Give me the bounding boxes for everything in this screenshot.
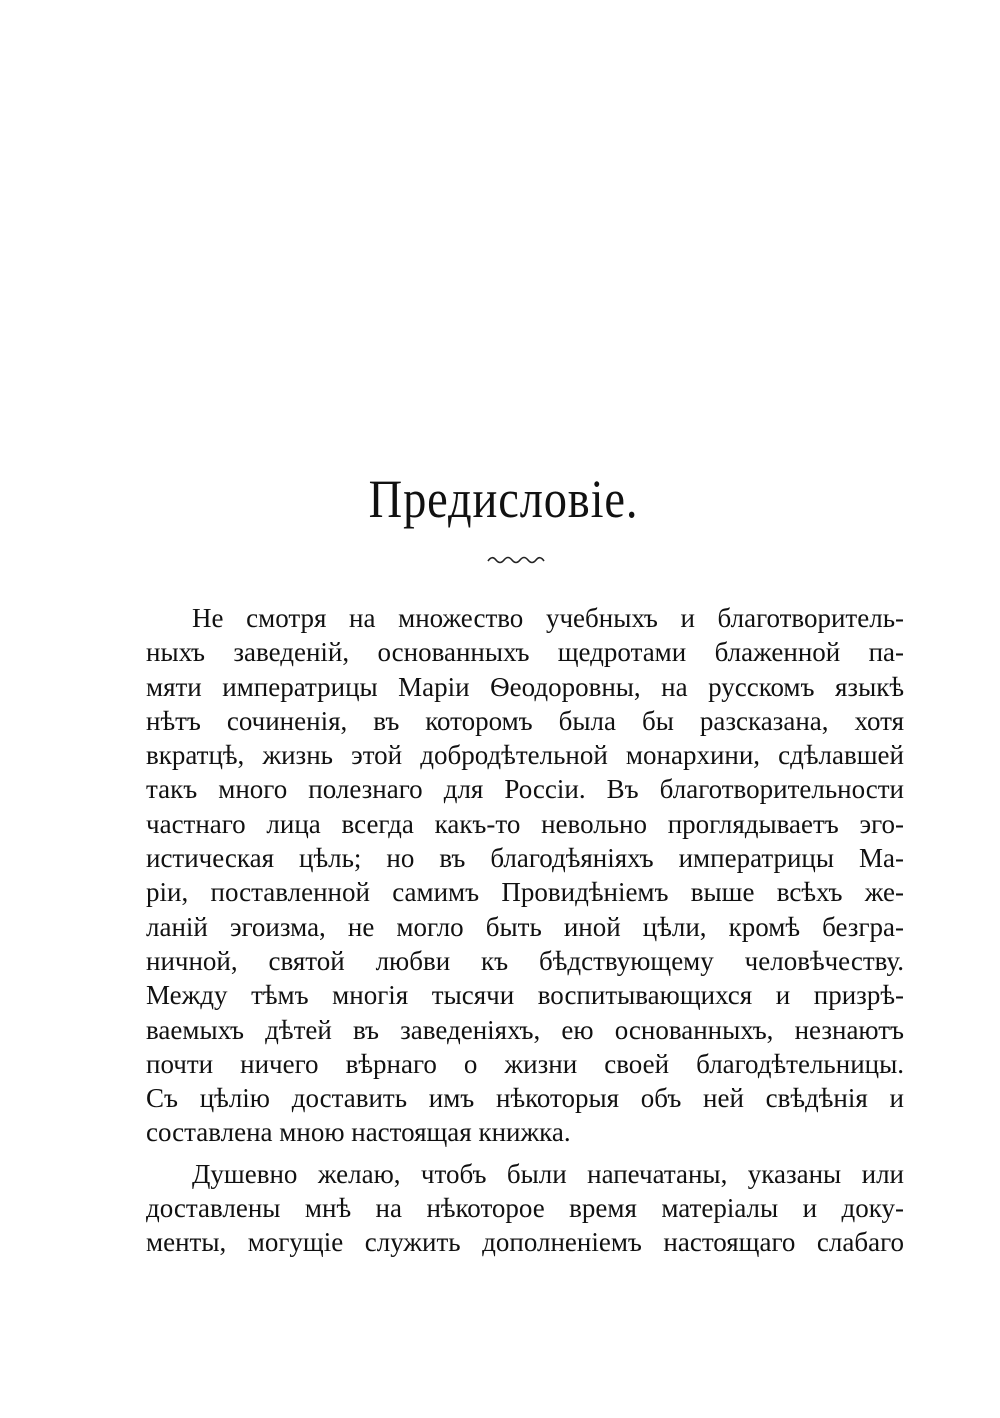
text-line: ланій эгоизма, не могло быть иной цѣли, кромѣ безгра- xyxy=(146,911,904,942)
ornament-divider-icon xyxy=(486,552,546,566)
paragraph-2 xyxy=(146,1157,904,1260)
text-line: ваемыхъ дѣтей въ заведеніяхъ, ею основанныхъ, незнаютъ xyxy=(146,1014,904,1045)
text-line: Между тѣмъ многія тысячи воспитывающихся и призрѣ- xyxy=(146,980,904,1011)
text-line: Съ цѣлію доставить имъ нѣкоторыя объ ней свѣдѣнія и xyxy=(146,1083,904,1114)
text-line: вкратцѣ, жизнь этой добродѣтельной монархини, сдѣлавшей xyxy=(146,740,904,771)
text-line: Не смотря на множество учебныхъ и благотворитель- xyxy=(192,603,904,633)
text-line: мяти императрицы Маріи Ѳеодоровны, на русскомъ языкѣ xyxy=(146,671,904,702)
text-line: составлена мною настоящая книжка. xyxy=(146,1117,571,1148)
text-line: нѣтъ сочиненія, въ которомъ была бы разсказана, хотя xyxy=(146,705,904,736)
text-line: доставлены мнѣ на нѣкоторое время матеріалы и доку- xyxy=(146,1193,904,1224)
text-line: истическая цѣль; но въ благодѣяніяхъ императрицы Ма- xyxy=(146,843,904,874)
text-line: такъ много полезнаго для Россіи. Въ благотворительности xyxy=(146,774,904,805)
paragraph-1 xyxy=(146,601,904,1150)
preface-text xyxy=(146,601,904,1260)
paragraph-gap xyxy=(146,1150,904,1157)
text-line: Душевно желаю, чтобъ были напечатаны, указаны или xyxy=(192,1158,904,1189)
text-line: ныхъ заведеній, основанныхъ щедротами блаженной па- xyxy=(146,637,904,668)
text-line: ріи, поставленной самимъ Провидѣніемъ выше всѣхъ же- xyxy=(146,877,904,908)
text-line: ничной, святой любви къ бѣдствующему человѣчеству. xyxy=(146,945,904,976)
page-title: Предисловіе. xyxy=(368,469,639,529)
text-line: частнаго лица всегда какъ-то невольно проглядываетъ эго- xyxy=(146,808,904,839)
text-line: почти ничего вѣрнаго о жизни своей благодѣтельницы. xyxy=(146,1048,904,1079)
text-line: менты, могущіе служить дополненіемъ настоящаго слабаго xyxy=(146,1227,904,1258)
